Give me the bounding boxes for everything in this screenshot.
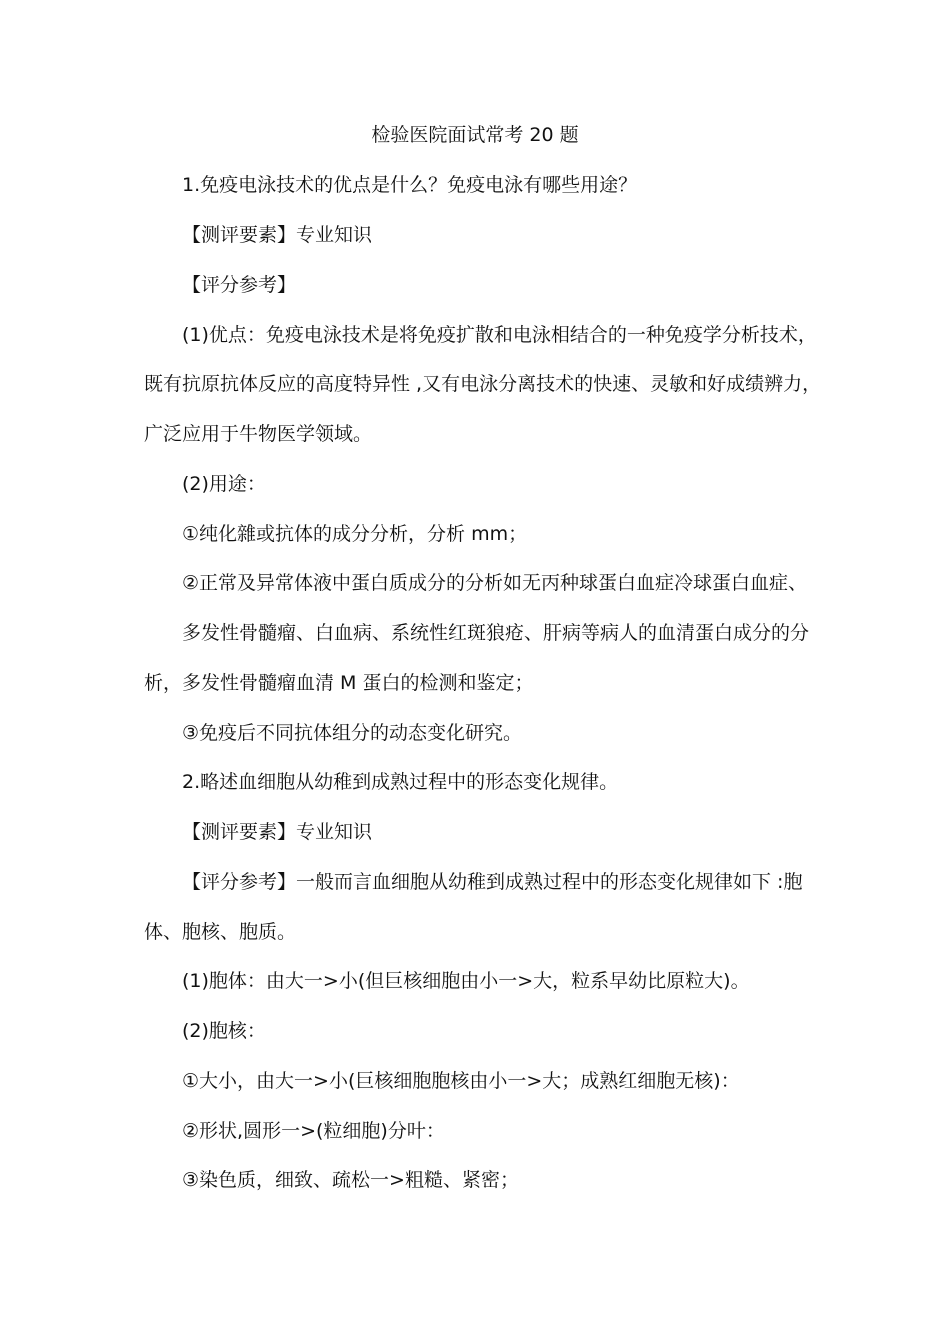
scoring-reference-label: 【评分参考】 bbox=[182, 274, 297, 296]
paragraph-line: 体、胞核、胞质。 bbox=[144, 921, 297, 943]
list-item: ③染色质，细致、疏松一>粗糙、紧密； bbox=[182, 1169, 519, 1191]
question-1-heading: 1.免疫电泳技术的优点是什么？免疫电泳有哪些用途？ bbox=[182, 174, 638, 196]
question-2-heading: 2.略述血细胞从幼稚到成熟过程中的形态变化规律。 bbox=[182, 771, 619, 793]
paragraph-line: 多发性骨髓瘤、白血病、系统性红斑狼疮、肝病等病人的血清蛋白成分的分 bbox=[182, 622, 810, 644]
list-item: ②正常及异常体液中蛋白质成分的分析如无丙种球蛋白血症冷球蛋白血症、 bbox=[182, 572, 808, 594]
evaluation-element-label: 【测评要素】专业知识 bbox=[182, 821, 373, 843]
paragraph-line: (1)胞体：由大一>小(但巨核细胞由小一>大，粒系早幼比原粒大)。 bbox=[182, 970, 750, 992]
list-item: ①大小，由大一>小(巨核细胞胞核由小一>大；成熟红细胞无核)： bbox=[182, 1070, 740, 1092]
paragraph-line: 广泛应用于牛物医学领域。 bbox=[144, 423, 373, 445]
document-title: 检验医院面试常考 20 题 bbox=[371, 124, 579, 146]
paragraph-line: 析，多发性骨髓瘤血清 M 蛋白的检测和鉴定； bbox=[144, 672, 534, 694]
scoring-reference-paragraph: 【评分参考】一般而言血细胞从幼稚到成熟过程中的形态变化规律如下 :胞 bbox=[182, 871, 803, 893]
paragraph-line: 既有抗原抗体反应的高度特异性 ,又有电泳分离技术的快速、灵敏和好成绩辨力， bbox=[144, 373, 822, 395]
evaluation-element-label: 【测评要素】专业知识 bbox=[182, 224, 373, 246]
list-item: ③免疫后不同抗体组分的动态变化研究。 bbox=[182, 722, 523, 744]
list-item: ①纯化雜或抗体的成分分析，分析 mm； bbox=[182, 523, 528, 545]
paragraph-line: (2)胞核： bbox=[182, 1020, 266, 1042]
list-item: ②形状,圆形一>(粒细胞)分叶： bbox=[182, 1120, 445, 1142]
paragraph-line: (2)用途： bbox=[182, 473, 266, 495]
paragraph-line: (1)优点：免疫电泳技术是将免疫扩散和电泳相结合的一种免疫学分析技术， bbox=[182, 324, 817, 346]
